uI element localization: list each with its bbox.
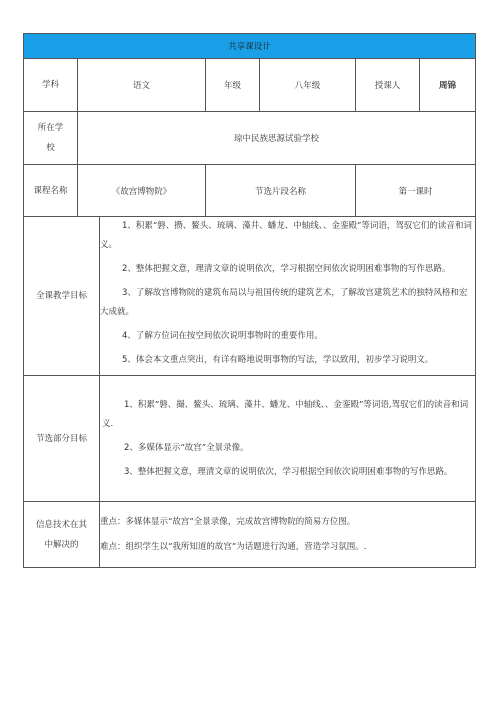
- tech-focus: 重点：多媒体显示“故宫”全景录像，完成故宫博物院的简易方位图。: [100, 516, 356, 527]
- goal-number: 5: [122, 355, 128, 365]
- table-title: 共享课设计: [24, 34, 476, 59]
- subject-label: 学科: [24, 59, 78, 112]
- goal-text: 、了解故宫博物院的建筑布局以与祖国传统的建筑艺术，了解故宫建筑艺术的独特风格和宏大成就。: [100, 288, 468, 317]
- goal-item: [100, 327, 475, 346]
- goal-text: 、积累“磐、攒、鳌头、琉璃、藻井、蟠龙、中轴线、、金銮殿”等词语，驾驭它们的读音和词义。: [100, 221, 472, 250]
- lesson-design-table: [23, 33, 476, 568]
- goal-number: 2: [122, 264, 128, 274]
- goal-text: 、了解方位词在按空间依次说明事物时的重要作用。: [127, 331, 323, 341]
- goal-number: 1: [124, 400, 130, 410]
- goal-item: [100, 217, 475, 255]
- subject-value: 语文: [78, 59, 206, 112]
- goal-item: [100, 351, 475, 370]
- course-row: [24, 165, 476, 217]
- school-value: 琼中民族思源试验学校: [78, 112, 476, 165]
- goal-number: 2: [124, 443, 130, 453]
- segment-goals-list: [100, 376, 476, 502]
- course-value: 《故宫博物院》: [78, 165, 206, 217]
- segment-label: 节选片段名称: [206, 165, 356, 217]
- goal-text: 、整体把握文意，理清文章的说明依次，学习根据空间依次说明困难事物的写作思路。: [127, 264, 451, 274]
- course-label: 课程名称: [24, 165, 78, 217]
- school-label: 所在学校: [24, 112, 78, 165]
- goal-number: 3: [122, 288, 128, 298]
- teacher-value: 周锦: [420, 59, 476, 112]
- tech-difficulty: 难点：组织学生以“我所知道的故宫”为话题进行沟通，营造学习氛围。.: [100, 541, 367, 552]
- tech-row: [24, 502, 476, 568]
- goal-item: [100, 284, 475, 322]
- goal-item: [100, 260, 475, 279]
- goal-text: 、多媒体显示“故宫”全景录像。: [129, 443, 249, 453]
- subject-row: [24, 59, 476, 112]
- goal-text: 、积累”磐、撮、鳌头、琉璃、藻井、蟠龙、中轴线、、金銮殿”等词语,驾驭它们的读音和词义.: [102, 400, 469, 429]
- course-goals-label: 全课教学目标: [24, 217, 100, 376]
- goal-text: 、体会本文重点突出，有详有略地说明事物的写法，学以致用，初步学习说明文。: [127, 355, 434, 365]
- goal-item: [102, 463, 469, 482]
- segment-goals-row: [24, 376, 476, 502]
- goal-number: 4: [122, 331, 128, 341]
- goal-number: 3: [124, 467, 130, 477]
- course-goals-row: [24, 217, 476, 376]
- goal-item: [102, 396, 469, 434]
- grade-label: 年级: [206, 59, 260, 112]
- title-row: [24, 34, 476, 59]
- course-goals-list: [100, 217, 476, 376]
- segment-value: 第一课时: [356, 165, 476, 217]
- goal-item: [102, 439, 469, 458]
- teacher-label: 授课人: [356, 59, 420, 112]
- school-row: [24, 112, 476, 165]
- goal-number: 1: [122, 221, 128, 231]
- segment-goals-label: 节选部分目标: [24, 376, 100, 502]
- tech-label: 信息技术在其中解决的: [24, 502, 100, 568]
- tech-content: [100, 502, 476, 568]
- grade-value: 八年级: [260, 59, 356, 112]
- goal-text: 、整体把握文意，理清文章的说明依次，学习根据空间依次说明困难事物的写作思路。: [129, 467, 453, 477]
